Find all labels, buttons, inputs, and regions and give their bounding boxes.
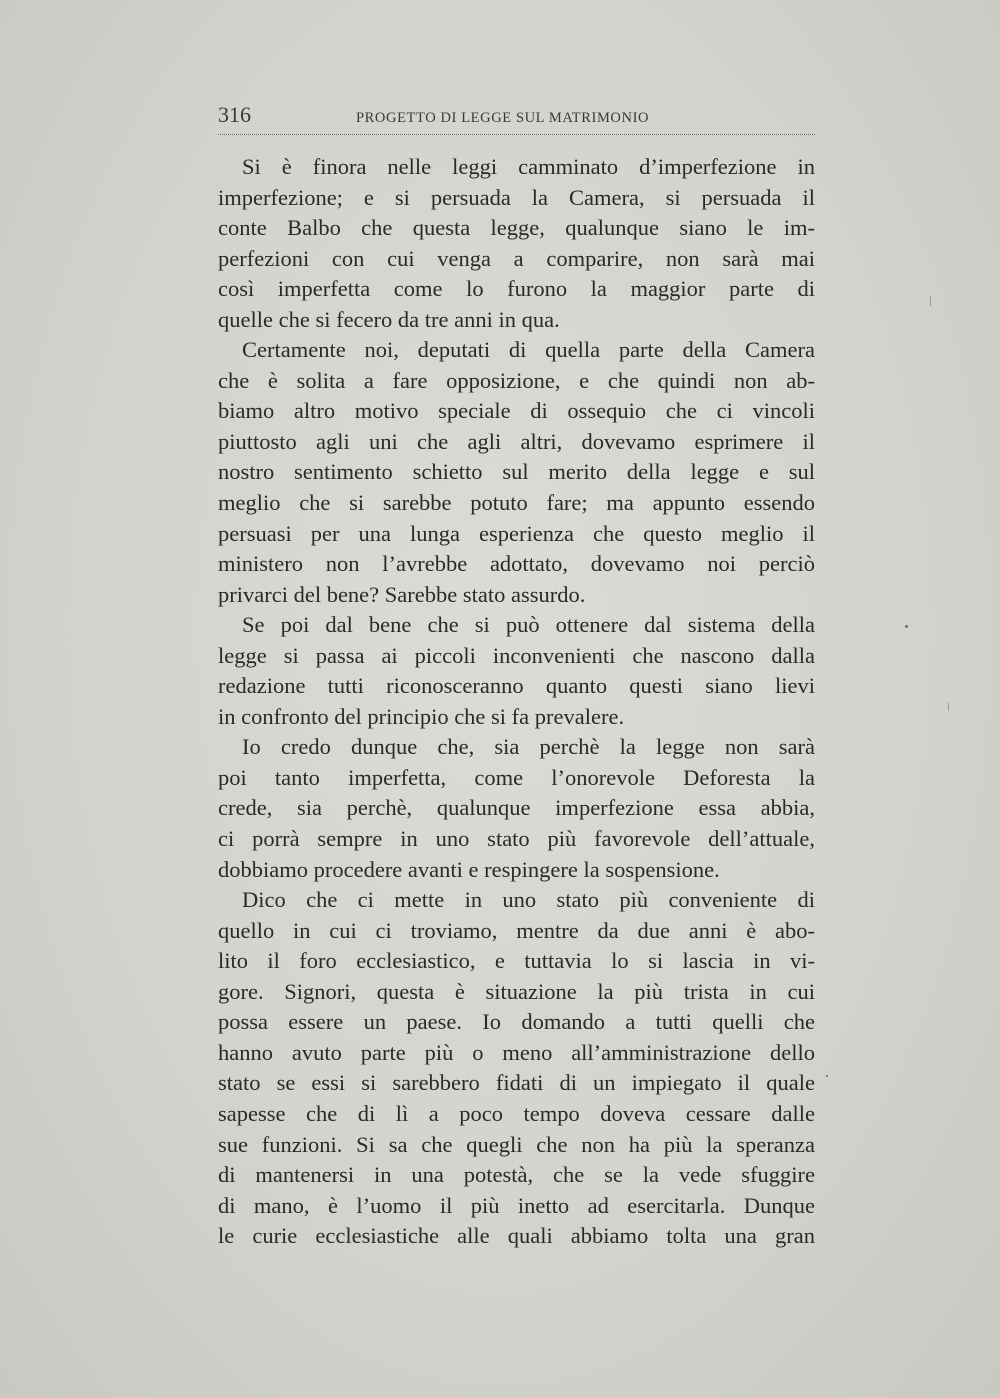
text-line: quello in cui ci troviamo, mentre da due anni è abo- xyxy=(218,917,815,943)
text-line: le curie ecclesiastiche alle quali abbiamo tolta una gran xyxy=(218,1223,815,1249)
text-line: ci porrà sempre in uno stato più favorevole dell’attuale, xyxy=(218,826,815,852)
paper-speck xyxy=(948,703,949,711)
text-line: sue funzioni. Si sa che quegli che non ha più la speranza xyxy=(218,1131,815,1157)
text-line: in confronto del principio che si fa prevalere. xyxy=(218,703,625,729)
text-line: di mano, è l’uomo il più inetto ad esercitarla. Dunque xyxy=(218,1192,815,1218)
text-line: poi tanto imperfetta, come l’onorevole Deforesta la xyxy=(218,764,815,790)
text-line: sapesse che di lì a poco tempo doveva cessare dalle xyxy=(218,1100,815,1126)
text-line: Dico che ci mette in uno stato più conveniente di xyxy=(242,887,815,913)
text-line: biamo altro motivo speciale di ossequio che ci vincoli xyxy=(218,398,815,424)
text-line: Si è finora nelle leggi camminato d’imperfezione in xyxy=(242,154,815,179)
text-line: gore. Signori, questa è situazione la più trista in cui xyxy=(218,978,815,1004)
text-line: perfezioni con cui venga a comparire, non sarà mai xyxy=(218,245,815,271)
text-line: imperfezione; e si persuada la Camera, si persuada il xyxy=(218,184,815,210)
text-line: così imperfetta come lo furono la maggior parte di xyxy=(218,276,815,302)
text-line: di mantenersi in una potestà, che se la vede sfuggire xyxy=(218,1162,815,1188)
text-line: quelle che si fecero da tre anni in qua. xyxy=(218,306,560,332)
text-line: persuasi per una lunga esperienza che questo meglio il xyxy=(218,520,815,546)
paper-speck xyxy=(826,1075,828,1077)
body-text xyxy=(218,152,815,1252)
text-line: lito il foro ecclesiastico, e tuttavia lo si lascia in vi- xyxy=(218,948,815,974)
text-line: possa essere un paese. Io domando a tutti quelli che xyxy=(218,1009,815,1035)
text-line: piuttosto agli uni che agli altri, dovevamo esprimere il xyxy=(218,428,815,454)
text-line: hanno avuto parte più o meno all’amministrazione dello xyxy=(218,1039,815,1065)
text-line: dobbiamo procedere avanti e respingere la sospensione. xyxy=(218,856,720,882)
text-line: Io credo dunque che, sia perchè la legge non sarà xyxy=(242,734,815,760)
text-line: crede, sia perchè, qualunque imperfezione essa abbia, xyxy=(218,795,815,821)
page-number: 316 xyxy=(218,102,251,127)
page-header xyxy=(218,100,815,136)
text-line: ministero non l’avrebbe adottato, dovevamo noi perciò xyxy=(218,551,815,577)
text-line: stato se essi si sarebbero fidati di un impiegato il quale xyxy=(218,1070,815,1096)
text-line: conte Balbo che questa legge, qualunque siano le im- xyxy=(218,215,815,241)
text-line: Certamente noi, deputati di quella parte della Camera xyxy=(242,337,815,363)
running-title: PROGETTO DI LEGGE SUL MATRIMONIO xyxy=(356,110,650,126)
text-line: che è solita a fare opposizione, e che quindi non ab- xyxy=(218,367,815,393)
header-rule xyxy=(218,134,815,135)
text-line: Se poi dal bene che si può ottenere dal sistema della xyxy=(242,612,815,638)
paper-speck xyxy=(930,296,931,306)
text-line: nostro sentimento schietto sul merito della legge e sul xyxy=(218,459,815,485)
paper-speck xyxy=(905,625,908,628)
text-line: redazione tutti riconosceranno quanto questi siano lievi xyxy=(218,673,815,699)
text-line: meglio che si sarebbe potuto fare; ma appunto essendo xyxy=(218,490,815,516)
text-line: privarci del bene? Sarebbe stato assurdo. xyxy=(218,581,586,607)
text-line: legge si passa ai piccoli inconvenienti che nascono dalla xyxy=(218,642,815,668)
